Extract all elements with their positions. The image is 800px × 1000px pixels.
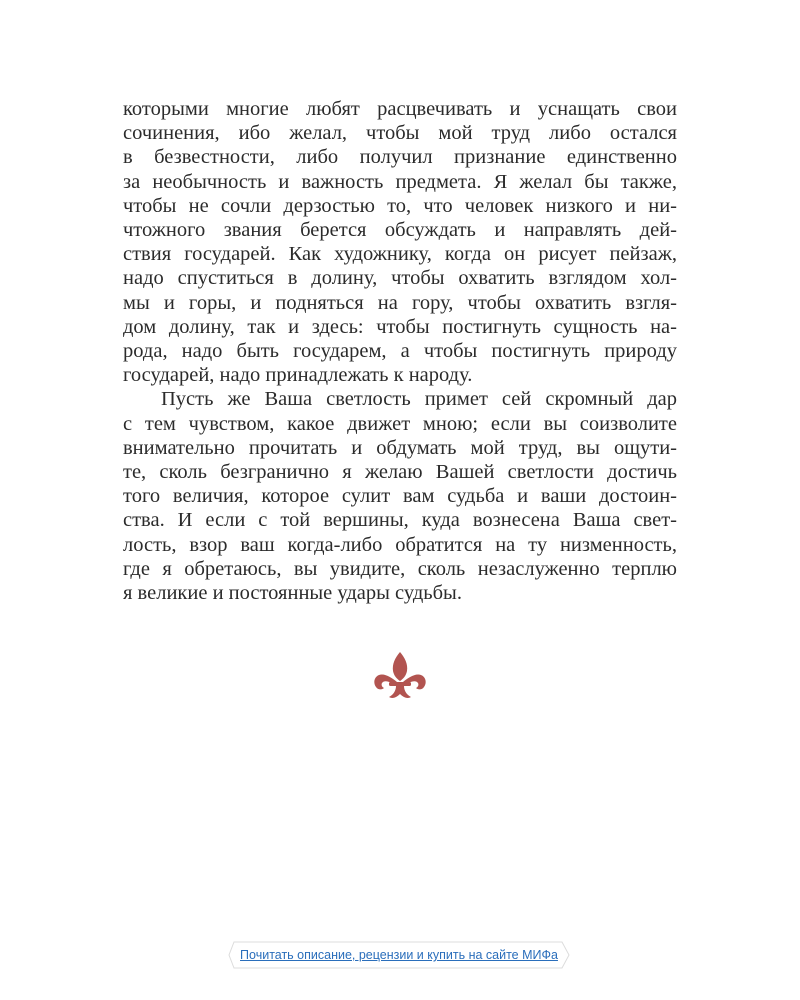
text-line: чтобы не сочли дерзостью то, что человек низкого и ни- bbox=[123, 194, 677, 217]
text-line: чтожного звания берется обсуждать и направлять дей- bbox=[123, 219, 677, 242]
page-text bbox=[123, 97, 677, 605]
footer-link-bar[interactable] bbox=[228, 941, 570, 969]
text-line: Пусть же Ваша светлость примет сей скромный дар bbox=[161, 388, 677, 411]
text-line: которыми многие любят расцвечивать и уснащать свои bbox=[123, 98, 677, 120]
text-line: в безвестности, либо получил признание единственно bbox=[123, 146, 677, 169]
text-line: я великие и постоянные удары судьбы. bbox=[123, 582, 462, 605]
text-line: того величия, которое сулит вам судьба и ваши достоин- bbox=[123, 485, 677, 508]
buy-on-mif-link[interactable]: Почитать описание, рецензии и купить на сайте МИФа bbox=[240, 948, 558, 962]
text-line: сочинения, ибо желал, чтобы мой труд либо остался bbox=[123, 122, 677, 145]
text-line: ства. И если с той вершины, куда вознесена Ваша свет- bbox=[123, 509, 677, 532]
text-line: где я обретаюсь, вы увидите, сколь незаслуженно терплю bbox=[123, 557, 677, 580]
text-line: дом долину, так и здесь: чтобы постигнуть сущность на- bbox=[123, 315, 677, 338]
text-line: лость, взор ваш когда-либо обратится на ту низменность, bbox=[123, 533, 677, 556]
text-line: ствия государей. Как художнику, когда он рисует пейзаж, bbox=[123, 243, 677, 266]
text-line: мы и горы, и подняться на гору, чтобы охватить взгля- bbox=[123, 291, 677, 314]
text-line: с тем чувством, какое движет мною; если вы соизволите bbox=[123, 412, 677, 435]
text-line: рода, надо быть государем, а чтобы постигнуть природу bbox=[123, 340, 677, 363]
text-line: надо спуститься в долину, чтобы охватить взглядом хол- bbox=[123, 267, 677, 290]
text-line: за необычность и важность предмета. Я желал бы также, bbox=[123, 170, 677, 193]
text-line: государей, надо принадлежать к народу. bbox=[123, 364, 473, 387]
text-line: внимательно прочитать и обдумать мой труд, вы ощути- bbox=[123, 436, 677, 459]
text-line: те, сколь безгранично я желаю Вашей светлости достичь bbox=[123, 461, 677, 484]
fleur-de-lis-icon bbox=[372, 651, 428, 701]
